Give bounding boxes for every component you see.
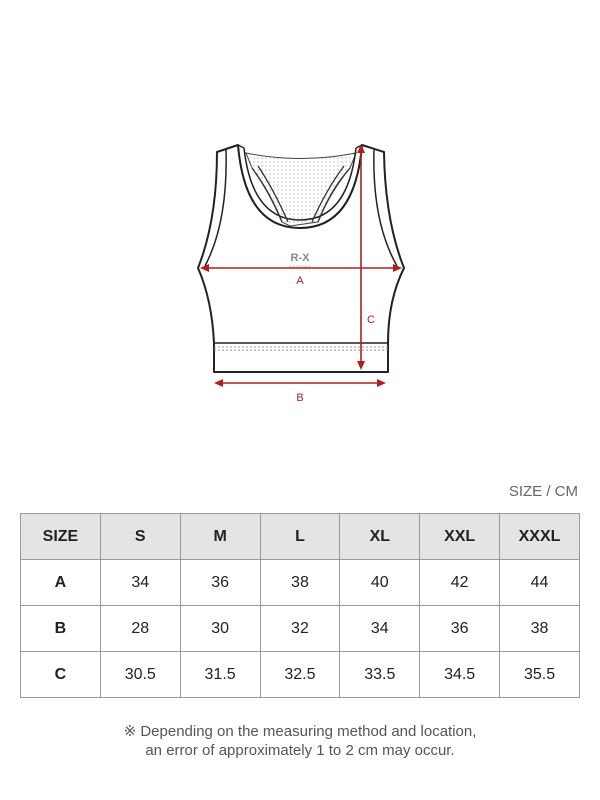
header-cell: L (260, 514, 340, 560)
row-label: A (21, 560, 101, 606)
table-cell: 40 (340, 560, 420, 606)
table-cell: 34 (100, 560, 180, 606)
table-cell: 30 (180, 606, 260, 652)
table-cell: 36 (180, 560, 260, 606)
table-cell: 42 (420, 560, 500, 606)
row-label: C (21, 652, 101, 698)
table-cell: 34 (340, 606, 420, 652)
table-row (21, 652, 580, 698)
unit-label: SIZE / CM (508, 483, 578, 500)
table-cell: 33.5 (340, 652, 420, 698)
header-cell: S (100, 514, 180, 560)
size-table (20, 513, 580, 698)
table-cell: 36 (420, 606, 500, 652)
table-header-row (21, 514, 580, 560)
disclaimer-line-2: an error of approximately 1 to 2 cm may occur. (145, 742, 455, 759)
brand-logo-sub: BODYMIX (289, 264, 311, 269)
measure-label-c: C (367, 314, 375, 326)
table-cell: 32 (260, 606, 340, 652)
table-cell: 30.5 (100, 652, 180, 698)
table-row (21, 560, 580, 606)
header-cell: XXL (420, 514, 500, 560)
header-cell: XXXL (500, 514, 580, 560)
table-cell: 32.5 (260, 652, 340, 698)
table-cell: 38 (500, 606, 580, 652)
table-cell: 28 (100, 606, 180, 652)
table-cell: 44 (500, 560, 580, 606)
header-cell: SIZE (21, 514, 101, 560)
table-cell: 35.5 (500, 652, 580, 698)
table-row (21, 606, 580, 652)
row-label: B (21, 606, 101, 652)
brand-logo: R-X (290, 252, 310, 264)
header-cell: M (180, 514, 260, 560)
table-cell: 31.5 (180, 652, 260, 698)
header-cell: XL (340, 514, 420, 560)
measure-label-b: B (296, 392, 304, 404)
table-cell: 38 (260, 560, 340, 606)
measure-label-a: A (296, 275, 304, 287)
table-cell: 34.5 (420, 652, 500, 698)
measure-arrow-b (214, 379, 386, 387)
disclaimer-line-1: ※ Depending on the measuring method and location, (123, 723, 477, 740)
